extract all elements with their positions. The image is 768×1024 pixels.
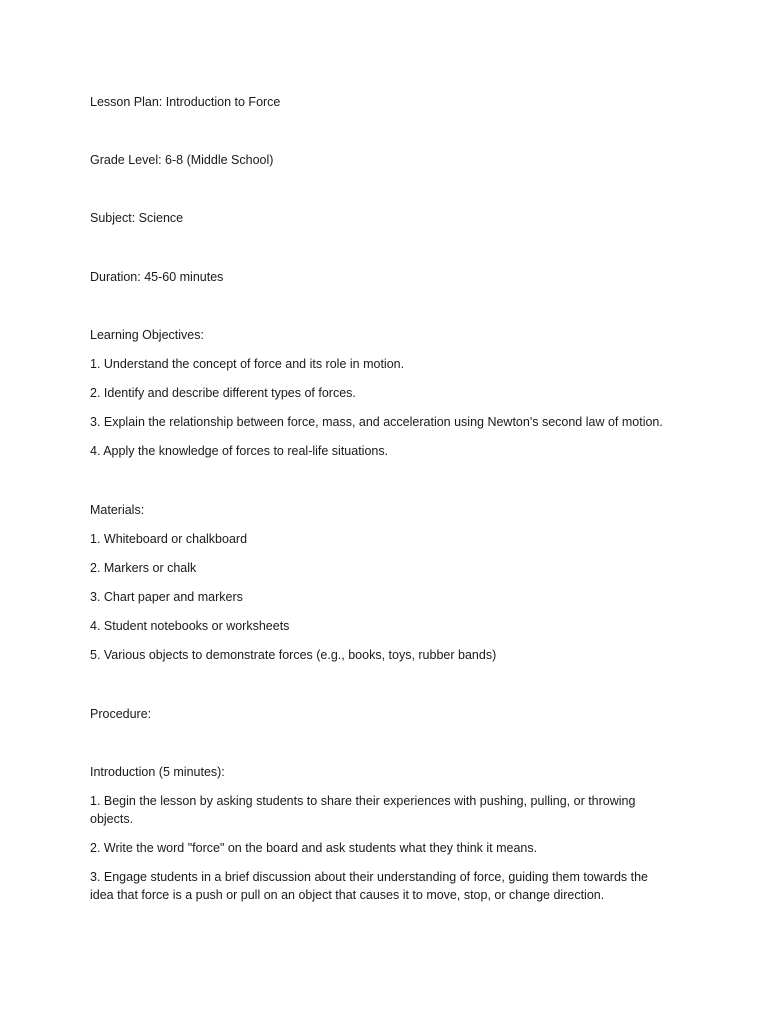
material-item: 3. Chart paper and markers: [90, 590, 243, 604]
objectives-heading: Learning Objectives:: [90, 328, 204, 342]
lesson-title: Lesson Plan: Introduction to Force: [90, 95, 281, 109]
material-item: 5. Various objects to demonstrate forces (e.g., books, toys, rubber bands): [90, 648, 497, 662]
materials-heading: Materials:: [90, 503, 145, 517]
material-item: 4. Student notebooks or worksheets: [90, 619, 290, 633]
duration: Duration: 45-60 minutes: [90, 270, 224, 284]
objective-item: 1. Understand the concept of force and its role in motion.: [90, 357, 405, 371]
objective-item: 3. Explain the relationship between force, mass, and acceleration using Newton's second law of motion.: [90, 415, 663, 429]
material-item: 2. Markers or chalk: [90, 561, 197, 575]
introduction-item: 3. Engage students in a brief discussion about their understanding of force, guiding them towards the idea that force is a push or pull on an object that causes it to move, stop, or change direction.: [90, 870, 648, 902]
material-item: 1. Whiteboard or chalkboard: [90, 532, 248, 546]
procedure-heading: Procedure:: [90, 707, 152, 721]
objective-item: 2. Identify and describe different types of forces.: [90, 386, 356, 400]
introduction-item: 2. Write the word "force" on the board and ask students what they think it means.: [90, 841, 538, 855]
subject: Subject: Science: [90, 211, 184, 225]
introduction-item: 1. Begin the lesson by asking students to share their experiences with pushing, pulling, or throwing objects.: [90, 794, 636, 826]
grade-level: Grade Level: 6-8 (Middle School): [90, 153, 274, 167]
introduction-heading: Introduction (5 minutes):: [90, 765, 225, 779]
objective-item: 4. Apply the knowledge of forces to real-life situations.: [90, 444, 389, 458]
